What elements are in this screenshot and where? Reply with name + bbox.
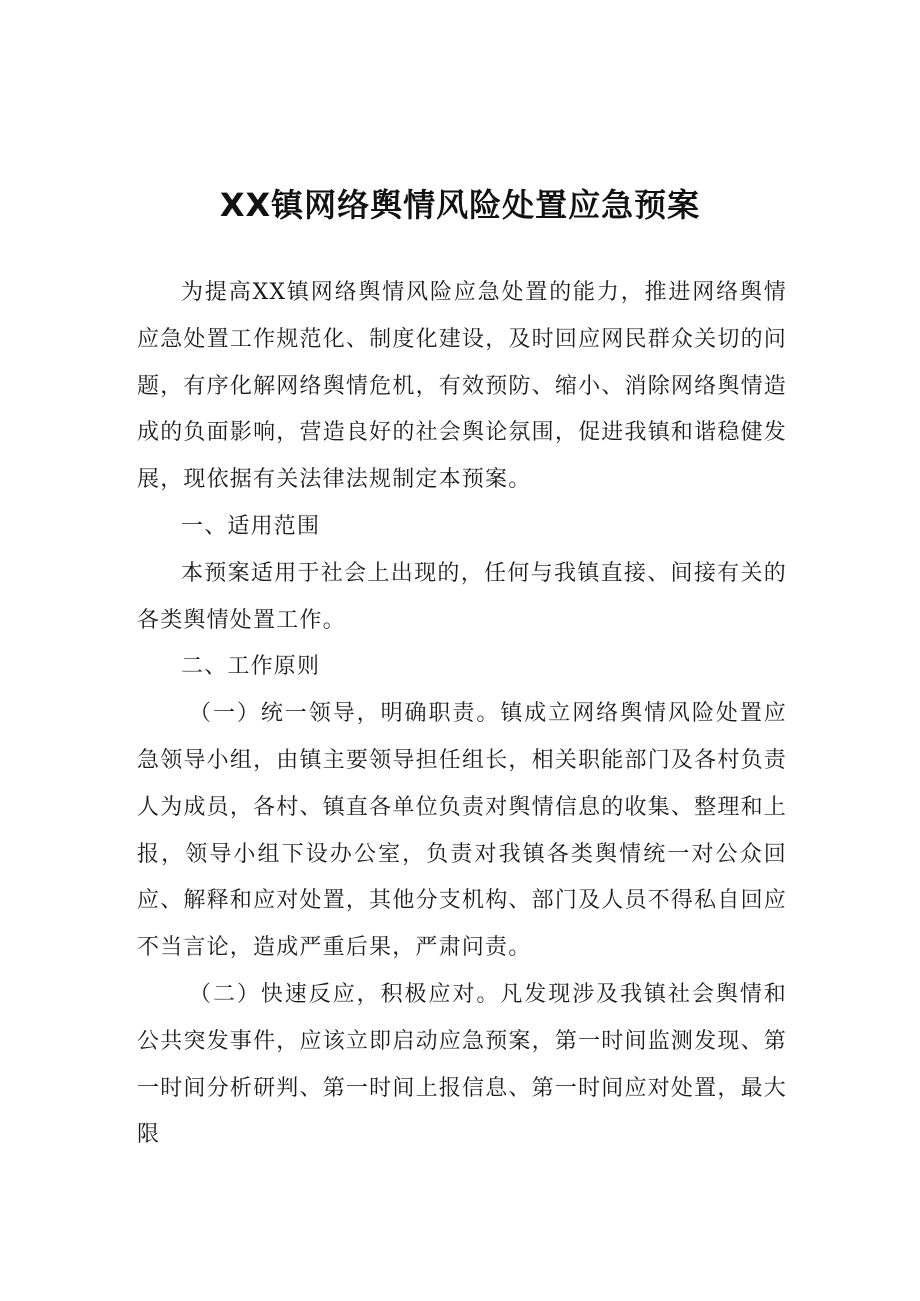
scope-paragraph: 本预案适用于社会上出现的，任何与我镇直接、间接有关的各类舆情处置工作。 (137, 560, 787, 633)
document-body (137, 270, 787, 1159)
principle-paragraph-1: （一）统一领导，明确职责。镇成立网络舆情风险处置应急领导小组，由镇主要领导担任组长，相关职能部门及各村负责人为成员，各村、镇直各单位负责对舆情信息的收集、整理和上报，领导小组下设办公室，负责对我镇各类舆情统一对公众回应、解释和应对处置，其他分支机构、部门及人员不得私自回应不当言论，造成严重后果，严肃问责。 (137, 701, 787, 961)
section-heading-scope: 一、适用范围 (181, 513, 321, 539)
intro-paragraph: 为提高XX镇网络舆情风险应急处置的能力，推进网络舆情应急处置工作规范化、制度化建设，及时回应网民群众关切的问题，有序化解网络舆情危机，有效预防、缩小、消除网络舆情造成的负面影响，营造良好的社会舆论氛围，促进我镇和谐稳健发展，现依据有关法律法规制定本预案。 (137, 280, 787, 493)
principle-paragraph-2: （二）快速反应，积极应对。凡发现涉及我镇社会舆情和公共突发事件，应该立即启动应急预案，第一时间监测发现、第一时间分析研判、第一时间上报信息、第一时间应对处置，最大限 (137, 981, 787, 1148)
document-title: XX镇网络舆情风险处置应急预案 (219, 186, 701, 224)
section-heading-principles: 二、工作原则 (181, 654, 321, 680)
